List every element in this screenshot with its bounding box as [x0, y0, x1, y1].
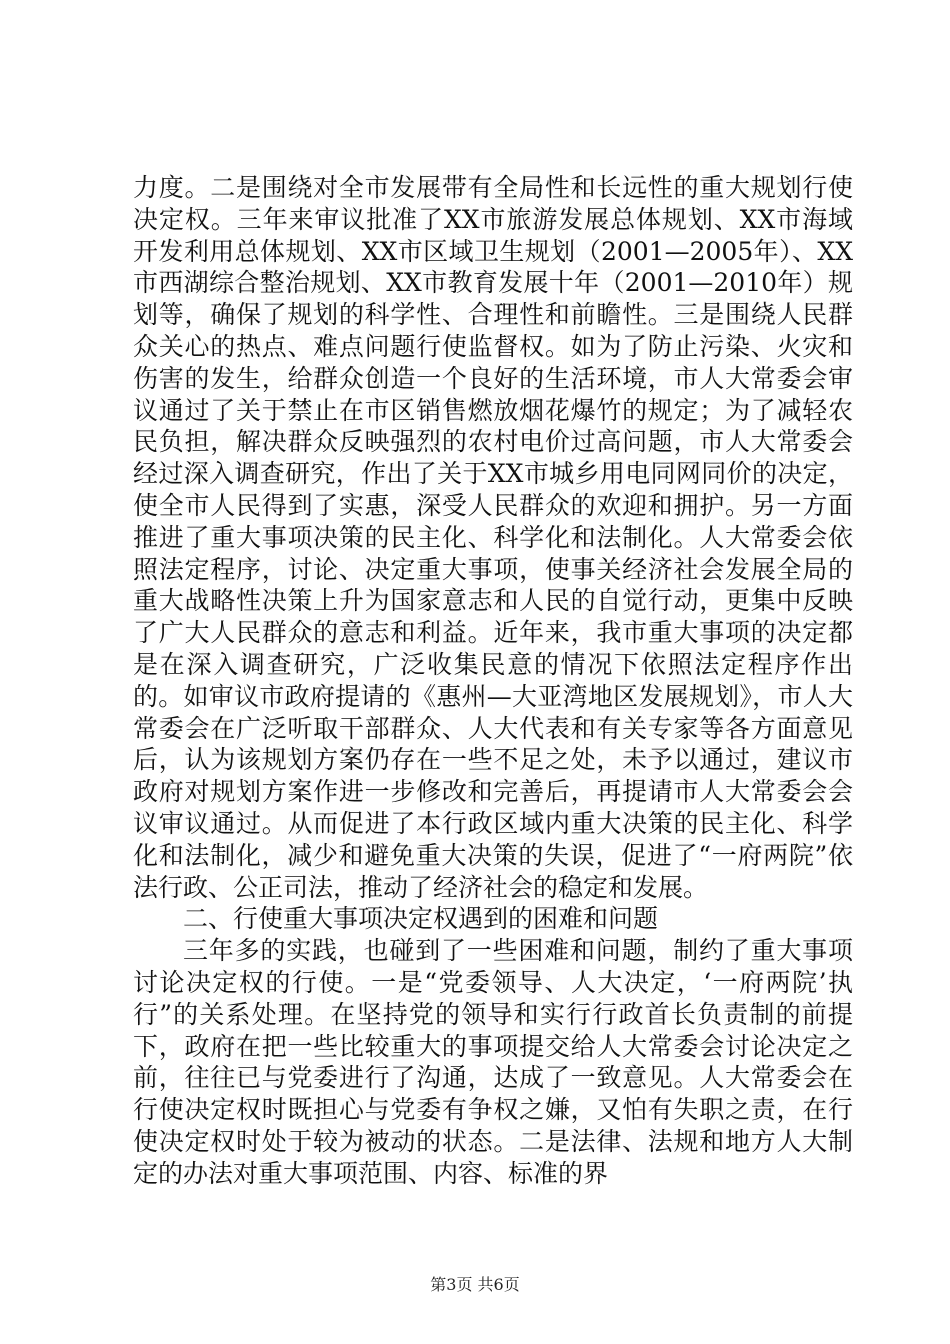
body-paragraph: 三年多的实践，也碰到了一些困难和问题，制约了重大事项讨论决定权的行使。一是“党委领导、人大决定，‘一府两院’执行”的关系处理。在坚持党的领导和实行行政首长负责制的前提下，政府在把一些比较重大的事项提交给人大常委会讨论决定之前，往往已与党委进行了沟通，达成了一致意见。人大常委会在行使决定权时既担心与党委有争权之嫌，又怕有失职之责，在行使决定权时处于较为被动的状态。二是法律、法规和地方人大制定的办法对重大事项范围、内容、标准的界: [133, 936, 853, 1188]
section-heading: 二、行使重大事项决定权遇到的困难和问题: [183, 904, 659, 934]
page-number-footer: 第3页 共6页: [430, 1275, 520, 1294]
document-body: [133, 172, 853, 1190]
body-paragraph: 力度。二是围绕对全市发展带有全局性和长远性的重大规划行使决定权。三年来审议批准了XX市旅游发展总体规划、XX市海域开发利用总体规划、XX市区域卫生规划（2001—2005年）、XX市西湖综合整治规划、XX市教育发展十年（2001—2010年）规划等，确保了规划的科学性、合理性和前瞻性。三是围绕人民群众关心的热点、难点问题行使监督权。如为了防止污染、火灾和伤害的发生，给群众创造一个良好的生活环境，市人大常委会审议通过了关于禁止在市区销售燃放烟花爆竹的规定；为了减轻农民负担，解决群众反映强烈的农村电价过高问题，市人大常委会经过深入调查研究，作出了关于XX市城乡用电同网同价的决定，使全市人民得到了实惠，深受人民群众的欢迎和拥护。另一方面推进了重大事项决策的民主化、科学化和法制化。人大常委会依照法定程序，讨论、决定重大事项，使事关经济社会发展全局的重大战略性决策上升为国家意志和人民的自觉行动，更集中反映了广大人民群众的意志和利益。近年来，我市重大事项的决定都是在深入调查研究，广泛收集民意的情况下依照法定程序作出的。如审议市政府提请的《惠州—大亚湾地区发展规划》，市人大常委会在广泛听取干部群众、人大代表和有关专家等各方面意见后，认为该规划方案仍存在一些不足之处，未予以通过，建议市政府对规划方案作进一步修改和完善后，再提请市人大常委会会议审议通过。从而促进了本行政区域内重大决策的民主化、科学化和法制化，减少和避免重大决策的失误，促进了“一府两院”依法行政、公正司法，推动了经济社会的稳定和发展。: [133, 173, 853, 902]
